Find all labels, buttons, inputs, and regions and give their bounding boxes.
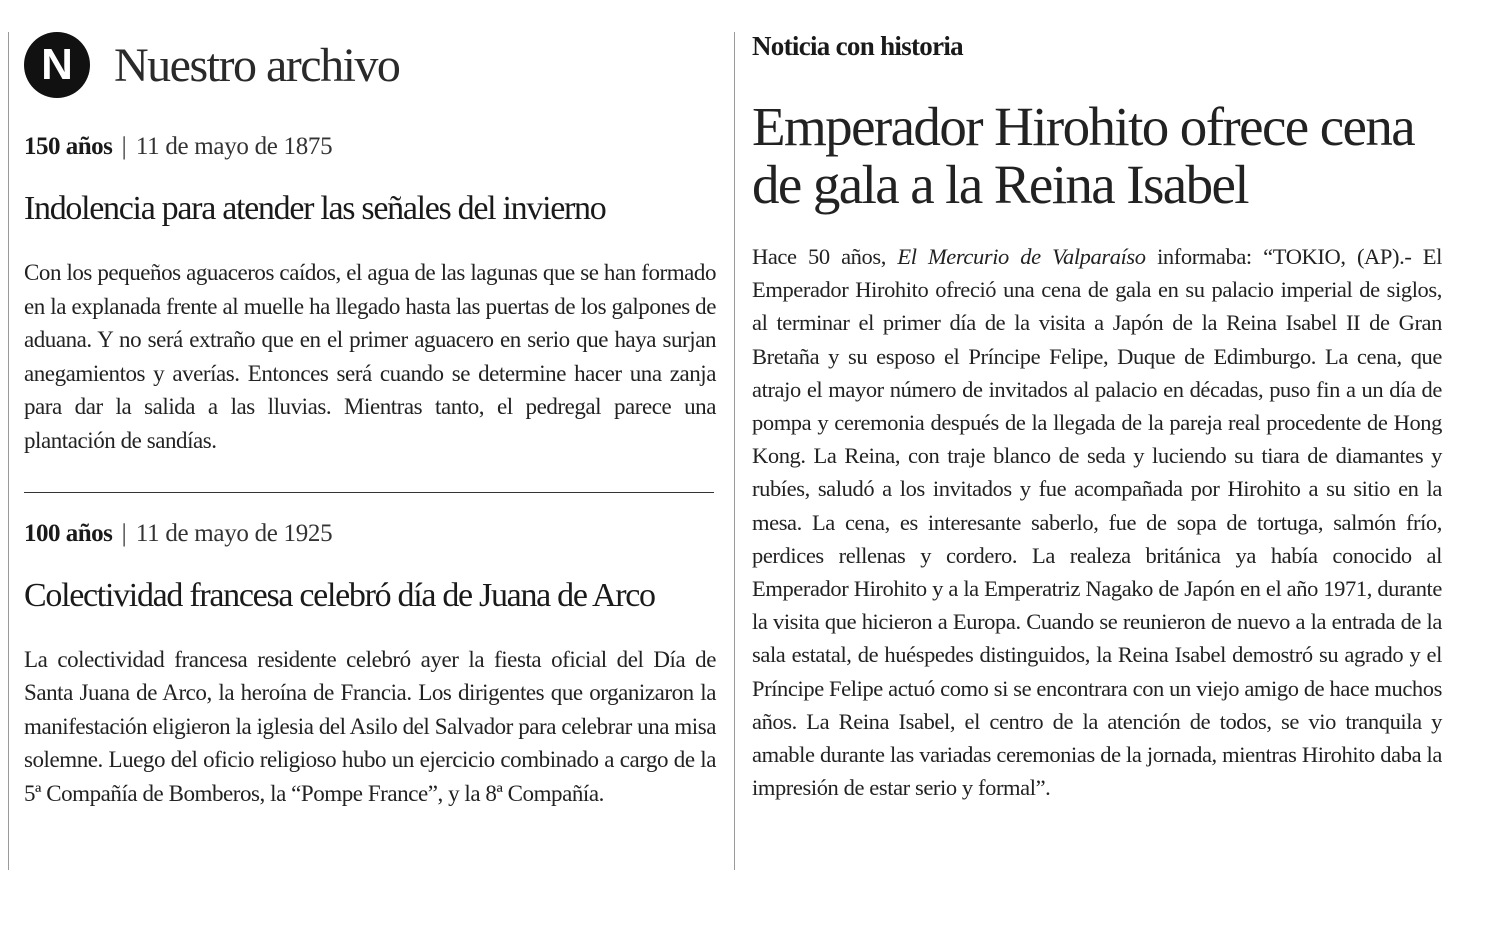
section-kicker [24, 130, 716, 164]
section-headline: Indolencia para atender las señales del invierno [24, 190, 606, 227]
story-body-main: informaba: “TOKIO, (AP).- El Emperador Hirohito ofreció una cena de gala en su palacio imperial de siglos, al terminar el primer día de la visita a Japón de la Reina Isabel II de Gran Bretaña y su esposo el Príncipe Felipe, Duque de Edimburgo. La cena, que atrajo el mayor número de invitados al palacio en décadas, puso fin a un día de pompa y ceremonia después de la llegada de la pareja real procedente de Hong Kong. La Reina, con traje blanco de seda y luciendo su tiara de diamantes y rubíes, saludó a los invitados y fue acompañada por Hirohito a su sitio en la mesa. La cena, es interesante saberlo, fue de sopa de tortuga, salmón frío, perdices rellenas y cordero. La realeza británica ya había conocido al Emperador Hirohito y a la Emperatriz Nagako de Japón en el año 1971, durante la visita que hicieron a Europa. Cuando se reunieron de nuevo a la entrada de la sala estatal, de huéspedes distinguidos, la Reina Isabel demostró su agrado y el Príncipe Felipe actuó como si se encontrara con un viejo amigo de hace muchos años. La Reina Isabel, el centro de la atención de todos, se vio tranquila y amable durante las variadas ceremonias de la jornada, mientras Hirohito daba la impresión de estar serio y formal”. [752, 244, 1442, 801]
story-column [752, 28, 1442, 804]
section-divider [24, 492, 714, 493]
section-kicker [24, 517, 716, 551]
section-headline: Colectividad francesa celebró día de Juana de Arco [24, 576, 655, 614]
kicker-separator: | [121, 133, 127, 160]
story-kicker: Noticia con historia [752, 31, 963, 61]
archive-column [24, 28, 716, 811]
section-body: La colectividad francesa residente celebró ayer la fiesta oficial del Día de Santa Juana de Arco, la heroína de Francia. Los dirigentes que organizaron la manifestación eligieron la iglesia del Asilo del Salvador para celebrar una misa solemne. Luego del oficio religioso hubo un ejercicio combinado a cargo de la 5ª Compañía de Bomberos, la “Pompe France”, y la 8ª Compañía. [24, 646, 716, 806]
archive-title: Nuestro archivo [114, 38, 400, 92]
section-date: 11 de mayo de 1875 [135, 133, 333, 160]
story-body-source: El Mercurio de Valparaíso [897, 244, 1146, 269]
story-body-intro: Hace 50 años, [752, 244, 886, 269]
kicker-separator: | [121, 519, 127, 547]
section-date: 11 de mayo de 1925 [135, 519, 333, 547]
story-headline: Emperador Hirohito ofrece cena de gala a la Reina Isabel [752, 96, 1415, 215]
story-body [752, 240, 1442, 804]
section-body: Con los pequeños aguaceros caídos, el agua de las lagunas que se han formado en la explanada frente al muelle ha llegado hasta las puertas de los galpones de aduana. Y no será extraño que en el primer aguacero en serio que haya surjan anegamientos y averías. Entonces será cuando se determine hacer una zanja para dar la salida a las lluvias. Mientras tanto, el pedregal parece una plantación de sandías. [24, 260, 716, 453]
column-divider [734, 32, 735, 870]
years-ago-label: 100 años [24, 519, 113, 547]
archive-header [24, 28, 716, 102]
years-ago-label: 150 años [24, 133, 113, 160]
left-column-rule [8, 32, 9, 870]
archive-logo: N [24, 32, 90, 98]
